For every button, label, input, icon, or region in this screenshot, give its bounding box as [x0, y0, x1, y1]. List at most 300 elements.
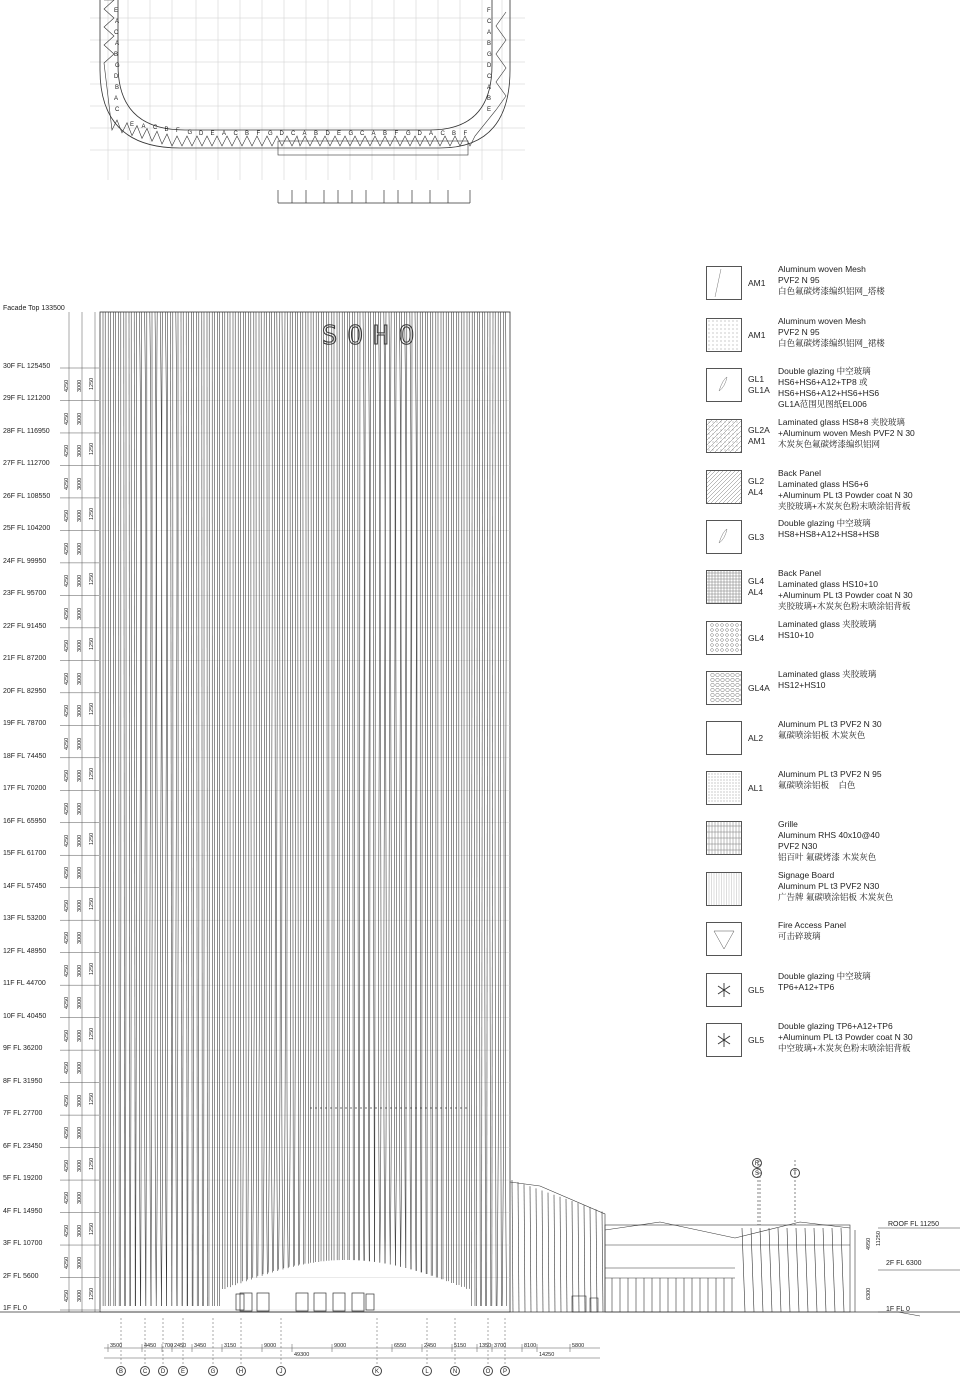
legend-code: AM1 [748, 278, 766, 288]
swatch-mark [711, 629, 714, 632]
swatch-mark [713, 446, 714, 447]
facade-fin [373, 312, 374, 1262]
level-label: 4F FL 14950 [3, 1207, 43, 1215]
swatch-mark [725, 426, 726, 427]
legend-description: Back Panel Laminated glass HS10+10 +Aluminum PL t3 Powder coat N 30 夹胶玻璃+木炭灰色粉末喷涂铝背板 [778, 568, 913, 611]
swatch-mark [718, 795, 719, 796]
swatch-mark [709, 780, 710, 781]
swatch-mark [721, 795, 722, 796]
level-label: 8F FL 31950 [3, 1077, 43, 1085]
swatch-mark [721, 430, 722, 431]
swatch-mark [733, 345, 734, 346]
bottom-dim: 14250 [539, 1352, 555, 1358]
swatch-mark [724, 780, 725, 781]
level-label: 24F FL 99950 [3, 557, 47, 565]
swatch-mark [737, 329, 738, 330]
swatch-mark [721, 325, 722, 326]
swatch-pattern [707, 420, 741, 452]
bottom-dim: 2450 [424, 1343, 437, 1349]
swatch-pattern [707, 822, 741, 854]
legend-swatch [706, 266, 742, 300]
swatch-mark [729, 434, 730, 435]
facade-fin [240, 312, 241, 1283]
swatch-mark [733, 329, 734, 330]
facade-fin [198, 312, 199, 1306]
facade-fin [399, 312, 400, 1267]
floor-dim: 3000 [77, 379, 83, 393]
legend-code: AL1 [748, 783, 764, 793]
swatch-mark [736, 777, 737, 778]
swatch-mark [731, 644, 734, 647]
swatch-mark [713, 337, 714, 338]
level-label: 29F FL 121200 [3, 395, 51, 403]
facade-fin [177, 312, 178, 1306]
tower-elevation [100, 312, 510, 1312]
legend-description: Grille Aluminum RHS 40x10@40 PVF2 N30 铝百叶 氟碳烤漆 木炭灰色 [778, 819, 880, 862]
swatch-mark [711, 639, 714, 642]
swatch-mark [731, 639, 734, 642]
legend-description: Double glazing 中空玻璃 HS8+HS8+A12+HS8+HS8 [778, 518, 880, 539]
facade-fin [120, 312, 121, 1306]
swatch-pattern [707, 923, 741, 955]
swatch-mark [717, 345, 718, 346]
swatch-mark [737, 422, 738, 423]
swatch-mark [711, 688, 715, 692]
swatch-mark [730, 777, 731, 778]
swatch-mark [721, 442, 722, 443]
floor-dim: 3000 [77, 997, 83, 1010]
facade-fin [495, 312, 496, 1306]
legend-swatch [706, 470, 742, 504]
swatch-mark [726, 698, 730, 702]
floor-dim: 3000 [77, 1192, 83, 1205]
floor-dim: 4250 [64, 444, 70, 458]
swatch-mark [715, 789, 716, 790]
swatch-mark [727, 774, 728, 775]
facade-fin [471, 312, 472, 1306]
bottom-dim: 700 [164, 1343, 174, 1349]
swatch-mark [713, 341, 714, 342]
level-label: 3F FL 10700 [3, 1240, 43, 1248]
swatch-mark [731, 634, 734, 637]
swatch-mark [736, 786, 737, 787]
legend-swatch [706, 621, 742, 655]
swatch-mark [718, 792, 719, 793]
swatch-mark [716, 624, 719, 627]
podium-fin [596, 1209, 597, 1312]
swatch-mark [733, 786, 734, 787]
swatch-mark [729, 442, 730, 443]
facade-fin [337, 312, 338, 1260]
facade-fin [243, 312, 244, 1281]
floor-dim: 3000 [77, 542, 83, 555]
floor-dim: 3000 [77, 509, 83, 523]
podium-mullion [778, 1228, 781, 1312]
plan-letter-left: E [114, 8, 119, 14]
bottom-dim: 3150 [224, 1343, 237, 1349]
facade-fin [256, 312, 257, 1278]
podium-mullion [787, 1228, 790, 1312]
facade-fin [113, 312, 114, 1306]
plan-letter-right: B [487, 41, 492, 47]
facade-fin [160, 312, 161, 1306]
swatch-mark [733, 789, 734, 790]
level-label: 6F FL 23450 [3, 1142, 43, 1150]
podium-mullion [805, 1228, 808, 1312]
plan-letter-bottom: B [314, 131, 319, 137]
swatch-mark [715, 269, 721, 297]
swatch-mark [721, 337, 722, 338]
swatch-mark [733, 442, 734, 443]
podium-fin [590, 1207, 591, 1312]
facade-fin [181, 312, 182, 1306]
swatch-mark [726, 644, 729, 647]
floor-dim: 1250 [89, 507, 95, 521]
swatch-mark [725, 325, 726, 326]
swatch-mark [715, 786, 716, 787]
legend-swatch [706, 771, 742, 805]
swatch-mark [726, 629, 729, 632]
swatch-mark [718, 777, 719, 778]
swatch-mark [709, 434, 710, 435]
facade-fin [420, 312, 421, 1272]
plan-zigzag-path [104, 0, 506, 146]
swatch-pattern [707, 521, 741, 553]
level-label: 1F FL 0 [3, 1305, 27, 1312]
plan-letter-bottom: F [394, 131, 399, 137]
legend-description: Back Panel Laminated glass HS6+6 +Aluminum PL t3 Powder coat N 30 夹胶玻璃+木炭灰色粉末喷涂铝背板 [778, 468, 913, 511]
floor-dim: 4250 [64, 574, 70, 588]
swatch-mark [717, 442, 718, 443]
legend-swatch [706, 1023, 742, 1057]
plan-letter-right: F [487, 8, 491, 14]
plan-dimension-ticks [278, 190, 470, 203]
swatch-mark [715, 774, 716, 775]
swatch-mark [736, 789, 737, 790]
floor-dim: 1250 [89, 442, 95, 456]
swatch-mark [721, 801, 722, 802]
facade-fin [303, 312, 304, 1265]
facade-fin [342, 312, 343, 1260]
facade-fin [279, 312, 281, 1270]
swatch-mark [739, 792, 740, 793]
swatch-mark [721, 777, 722, 778]
swatch-mark [736, 673, 740, 677]
floor-dim: 1250 [89, 1092, 95, 1105]
facade-fin [284, 312, 286, 1268]
swatch-mark [719, 529, 727, 543]
facade-fin [385, 312, 386, 1263]
facade-fin [368, 312, 369, 1261]
logo-signage [278, 321, 468, 351]
floor-dim: 4250 [64, 802, 70, 815]
swatch-mark [739, 786, 740, 787]
swatch-mark [718, 783, 719, 784]
swatch-mark [727, 798, 728, 799]
floor-dim: 3000 [77, 964, 83, 977]
plan-letter-bottom: F [176, 128, 180, 134]
plan-letter-right: G [487, 52, 492, 58]
facade-fin [466, 312, 467, 1289]
swatch-mark [707, 420, 717, 452]
swatch-mark [726, 683, 730, 687]
legend-description: Double glazing 中空玻璃 TP6+A12+TP6 [778, 971, 871, 992]
facade-fin [422, 312, 423, 1272]
podium-level-label: 2F FL 6300 [886, 1260, 922, 1267]
facade-fin [271, 312, 272, 1273]
swatch-mark [715, 798, 716, 799]
legend-swatch [706, 872, 742, 906]
swatch-mark [729, 450, 730, 451]
swatch-mark [730, 795, 731, 796]
swatch-mark [709, 345, 710, 346]
swatch-mark [739, 774, 740, 775]
facade-fin [193, 312, 194, 1306]
facade-fin [477, 312, 478, 1306]
swatch-mark [712, 777, 713, 778]
swatch-mark [709, 325, 710, 326]
swatch-mark [731, 624, 734, 627]
facade-fin [359, 312, 360, 1260]
facade-fin [146, 312, 147, 1306]
facade-fin [305, 312, 306, 1264]
plan-letter-bottom: B [245, 131, 250, 137]
floor-dim: 1250 [89, 572, 95, 586]
swatch-mark [709, 446, 710, 447]
legend-description: Laminated glass 夹胶玻璃 HS10+10 [778, 619, 877, 640]
legend-description: Aluminum woven Mesh PVF2 N 95 白色氟碳烤漆编织铝网_塔楼 [778, 264, 885, 296]
plan-letter-left: A [115, 41, 120, 47]
swatch-mark [712, 786, 713, 787]
legend-code: GL2 AL4 [748, 476, 765, 497]
facade-fin [326, 312, 327, 1261]
facade-fin [347, 312, 348, 1260]
legend-description: Laminated glass 夹胶玻璃 HS12+HS10 [778, 669, 877, 690]
facade-fin [245, 312, 246, 1281]
facade-fin [427, 312, 428, 1274]
swatch-mark [721, 349, 722, 350]
plan-letter-bottom: D [325, 131, 330, 137]
plan-letter-bottom: E [337, 131, 342, 137]
floor-dim: 1250 [89, 1027, 95, 1040]
plan-letter-right: C [487, 19, 492, 25]
plan-letter-bottom: C [440, 131, 445, 137]
plan-letter-bottom: C [360, 131, 365, 137]
swatch-mark [730, 801, 731, 802]
swatch-mark [736, 780, 737, 781]
swatch-mark [730, 798, 731, 799]
legend-swatch [706, 671, 742, 705]
podium-fin [554, 1195, 555, 1312]
plan-letter-bottom: A [371, 131, 376, 137]
facade-fin [436, 312, 437, 1278]
floor-dim: 4250 [64, 1224, 70, 1237]
swatch-mark [721, 798, 722, 799]
facade-fin [461, 312, 462, 1287]
level-label: 15F FL 61700 [3, 850, 47, 858]
level-label: 25F FL 104200 [3, 525, 51, 533]
floor-dim: 3000 [77, 802, 83, 815]
podium-axis-bubble: R [752, 1158, 762, 1168]
swatch-mark [721, 434, 722, 435]
swatch-mark [713, 349, 714, 350]
swatch-mark [736, 774, 737, 775]
bottom-dim: 3450 [194, 1343, 207, 1349]
facade-fin [405, 312, 406, 1268]
swatch-mark [733, 777, 734, 778]
swatch-mark [721, 341, 722, 342]
facade-fin [182, 312, 183, 1306]
legend-code: GL5 [748, 985, 765, 995]
swatch-mark [712, 780, 713, 781]
swatch-mark [733, 349, 734, 350]
swatch-mark [730, 420, 741, 452]
facade-fin [401, 312, 402, 1267]
legend-code: GL1 GL1A [748, 374, 770, 395]
podium-mullion [742, 1228, 745, 1312]
podium-mullion [823, 1228, 826, 1312]
facade-fin [165, 312, 166, 1306]
swatch-mark [733, 792, 734, 793]
facade-fin [217, 312, 218, 1306]
swatch-mark [707, 471, 719, 503]
axis-bubble: J [276, 1366, 286, 1376]
facade-fin [266, 312, 267, 1274]
podium-fin [536, 1188, 537, 1312]
podium-mullion [796, 1228, 799, 1312]
floor-dim: 4250 [64, 1094, 70, 1107]
swatch-mark [731, 698, 735, 702]
facade-fin [235, 312, 236, 1285]
facade-fin [364, 312, 365, 1261]
swatch-mark [737, 337, 738, 338]
swatch-mark [712, 792, 713, 793]
swatch-mark [709, 801, 710, 802]
plan-letter-left: C [114, 30, 119, 36]
plan-letter-bottom: C [233, 131, 238, 137]
swatch-mark [713, 438, 714, 439]
swatch-mark [733, 450, 734, 451]
plan-letter-bottom: G [187, 129, 193, 136]
legend-swatch [706, 368, 742, 402]
bottom-dim: 4450 [144, 1343, 157, 1349]
swatch-mark [717, 321, 718, 322]
facade-fin [390, 312, 391, 1264]
podium-mullion [841, 1228, 844, 1312]
legend-code: GL4 AL4 [748, 576, 765, 597]
swatch-mark [721, 629, 724, 632]
facade-fin [258, 312, 260, 1276]
facade-fin [251, 312, 252, 1279]
swatch-mark [736, 693, 740, 697]
swatch-mark [733, 333, 734, 334]
swatch-mark [721, 644, 724, 647]
swatch-mark [730, 783, 731, 784]
level-label: 28F FL 116950 [3, 427, 50, 435]
podium-fin [512, 1180, 513, 1312]
floor-dim: 1250 [89, 767, 95, 781]
facade-fin [482, 312, 484, 1306]
floor-dim: 3000 [77, 444, 83, 458]
facade-fin [318, 312, 319, 1262]
swatch-mark [709, 795, 710, 796]
podium-axis-bubble: T [790, 1168, 800, 1178]
swatch-mark [721, 639, 724, 642]
swatch-mark [712, 783, 713, 784]
facade-fin [363, 312, 364, 1261]
facade-fin [161, 312, 162, 1306]
floor-dim: 3000 [77, 574, 83, 588]
swatch-mark [736, 678, 740, 682]
swatch-mark [721, 422, 722, 423]
floor-dim: 3000 [77, 1094, 83, 1107]
swatch-mark [725, 450, 726, 451]
swatch-mark [713, 325, 714, 326]
swatch-mark [737, 438, 738, 439]
facade-fin [227, 312, 228, 1287]
swatch-mark [727, 777, 728, 778]
floor-dim: 4250 [64, 542, 70, 555]
plan-letter-bottom: G [406, 131, 411, 137]
floor-dim: 4250 [64, 607, 70, 620]
swatch-mark [731, 649, 734, 652]
swatch-mark [713, 329, 714, 330]
axis-bubble: N [450, 1366, 460, 1376]
level-label: 7F FL 27700 [3, 1110, 43, 1118]
podium-level-label: ROOF FL 11250 [888, 1221, 939, 1228]
swatch-mark [709, 337, 710, 338]
axis-bubble: B [116, 1366, 126, 1376]
plan-structure-zigzag [104, 0, 506, 146]
swatch-mark [733, 426, 734, 427]
swatch-mark [718, 789, 719, 790]
swatch-mark [717, 426, 718, 427]
swatch-mark [717, 325, 718, 326]
floor-dim: 4250 [64, 932, 70, 945]
plan-outline-outer [100, 0, 510, 148]
podium-mullion [814, 1228, 817, 1312]
podium-fin [578, 1203, 579, 1312]
legend-description: Laminated glass HS8+8 夹胶玻璃 +Aluminum woven Mesh PVF2 N 30 木炭灰色氟碳烤漆编织铝网 [778, 417, 915, 449]
swatch-mark [721, 333, 722, 334]
facade-fin [202, 312, 203, 1306]
swatch-mark [721, 693, 725, 697]
swatch-mark [739, 801, 740, 802]
swatch-mark [721, 624, 724, 627]
podium-fin [560, 1197, 561, 1312]
swatch-mark [724, 792, 725, 793]
legend-swatch [706, 318, 742, 352]
bottom-dimension-chain [104, 1318, 600, 1364]
swatch-mark [729, 333, 730, 334]
facade-fin [432, 312, 433, 1276]
swatch-mark [721, 438, 722, 439]
entrance-door [257, 1293, 269, 1311]
swatch-mark [718, 786, 719, 787]
legend-swatch [706, 520, 742, 554]
facade-fin [155, 312, 156, 1306]
floor-dim: 3000 [77, 672, 83, 685]
swatch-mark [725, 337, 726, 338]
facade-fin [292, 312, 293, 1267]
bottom-dim: 9000 [334, 1343, 347, 1349]
swatch-mark [725, 333, 726, 334]
floor-dim: 4250 [64, 1029, 70, 1042]
swatch-mark [709, 321, 710, 322]
legend-description: Aluminum PL t3 PVF2 N 30 氟碳喷涂铝板 木炭灰色 [778, 719, 882, 740]
facade-fin [282, 312, 283, 1270]
facade-fin [186, 312, 187, 1306]
